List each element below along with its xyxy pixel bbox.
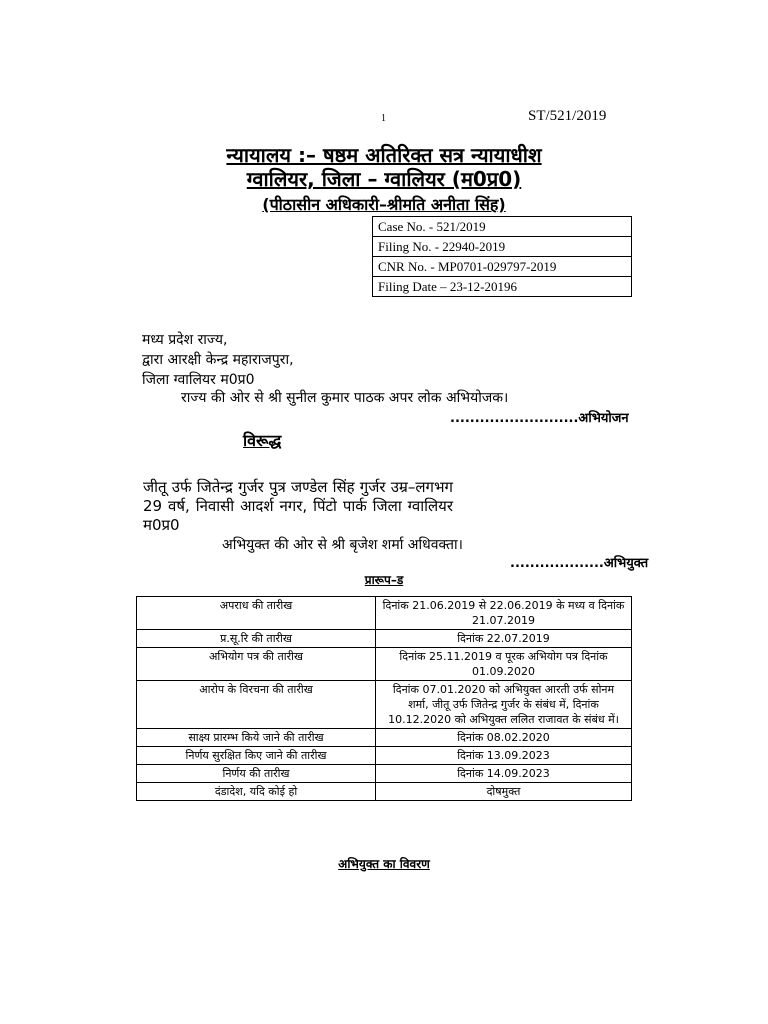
row-label: अभियोग पत्र की तारीख (137, 648, 376, 681)
court-name-line-1: न्यायालय :– षष्ठम अतिरिक्त सत्र न्यायाधीश (226, 143, 542, 167)
table-row (137, 765, 632, 783)
row-label: अपराध की तारीख (137, 597, 376, 630)
row-label: निर्णय की तारीख (137, 765, 376, 783)
court-name-line-2: ग्वालियर, जिला – ग्वालियर (म0प्र0) (246, 167, 522, 191)
filing-number: Filing No. - 22940-2019 (373, 237, 632, 257)
versus-heading: विरूद्ध (243, 431, 282, 450)
table-row (137, 597, 632, 630)
accused-details-heading: अभियुक्त का विवरण (338, 857, 430, 871)
accused-role: ...................अभियुक्त (510, 556, 649, 571)
case-dates-table (136, 596, 632, 801)
case-reference: ST/521/2019 (528, 108, 607, 124)
row-value: दिनांक 13.09.2023 (376, 747, 632, 765)
prosecution-line-2: द्वारा आरक्षी केन्द्र महाराजपुरा, (142, 352, 294, 368)
table-row (137, 648, 632, 681)
row-value: दिनांक 07.01.2020 को अभियुक्त आरती उर्फ सोनम शर्मा, जीतू उर्फ जितेन्द्र गुर्जर के संबंध में, दिनांक 10.12.2020 को अभियुक्त ललित राजावत के संबंध में। (376, 681, 632, 729)
row-label: दंडादेश, यदि कोई हो (137, 783, 376, 801)
accused-description: जीतू उर्फ जितेन्द्र गुर्जर पुत्र जण्डेल सिंह गुर्जर उम्र–लगभग 29 वर्ष, निवासी आदर्श नगर, पिंटो पार्क जिला ग्वालियर म0प्र0 (143, 478, 453, 534)
row-label: निर्णय सुरक्षित किए जाने की तारीख (137, 747, 376, 765)
table-row (137, 630, 632, 648)
row-value: दिनांक 25.11.2019 व पूरक अभियोग पत्र दिनांक 01.09.2020 (376, 648, 632, 681)
row-value: दिनांक 08.02.2020 (376, 729, 632, 747)
row-value: दोषमुक्त (376, 783, 632, 801)
row-value: दिनांक 21.06.2019 से 22.06.2019 के मध्य व दिनांक 21.07.2019 (376, 597, 632, 630)
page-number: 1 (381, 113, 386, 124)
filing-date: Filing Date – 23-12-20196 (373, 277, 632, 297)
row-value: दिनांक 22.07.2019 (376, 630, 632, 648)
table-row (137, 729, 632, 747)
accused-counsel: अभियुक्त की ओर से श्री बृजेश शर्मा अधिवक्ता। (222, 537, 463, 553)
row-value: दिनांक 14.09.2023 (376, 765, 632, 783)
case-details-box (372, 216, 632, 297)
row-label: प्र.सू.रि की तारीख (137, 630, 376, 648)
prosecution-role: ..........................अभियोजन (450, 411, 629, 426)
table-row (137, 783, 632, 801)
form-title: प्रारूप–ड (364, 573, 404, 587)
row-label: आरोप के विरचना की तारीख (137, 681, 376, 729)
prosecution-line-1: मध्य प्रदेश राज्य, (142, 332, 228, 348)
prosecution-counsel: राज्य की ओर से श्री सुनील कुमार पाठक अपर लोक अभियोजक। (181, 390, 509, 406)
prosecution-line-3: जिला ग्वालियर म0प्र0 (142, 372, 255, 388)
table-row (137, 681, 632, 729)
table-row (137, 747, 632, 765)
case-number: Case No. - 521/2019 (373, 217, 632, 237)
cnr-number: CNR No. - MP0701-029797-2019 (373, 257, 632, 277)
presiding-officer: (पीठासीन अधिकारी–श्रीमति अनीता सिंह) (262, 195, 506, 214)
row-label: साक्ष्य प्रारम्भ किये जाने की तारीख (137, 729, 376, 747)
